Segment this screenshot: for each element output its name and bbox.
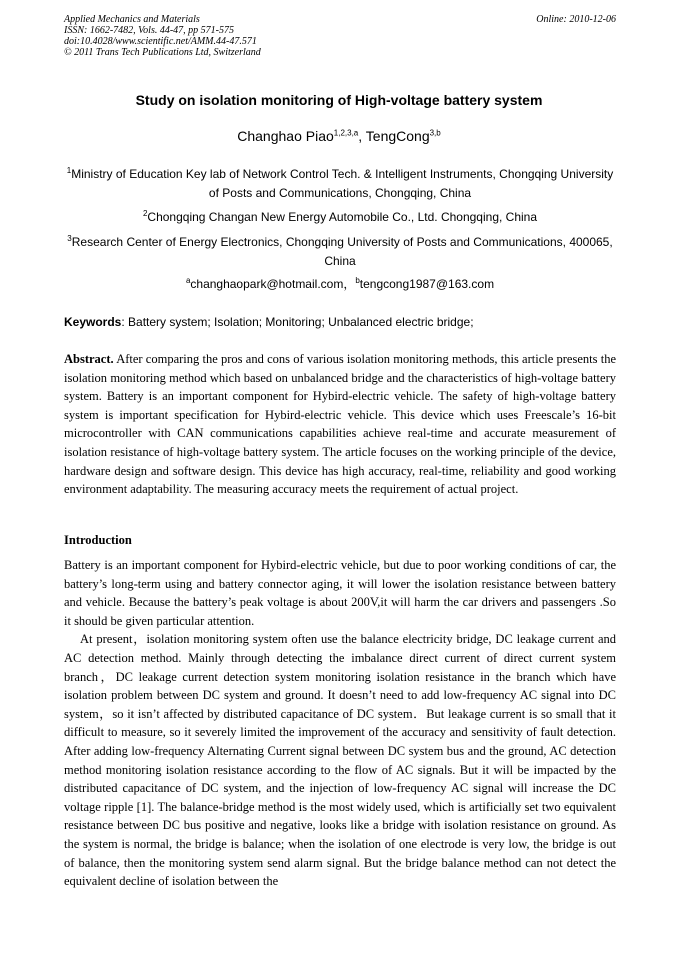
abstract-label: Abstract. [64, 352, 114, 366]
author-list [0, 128, 678, 144]
abstract [64, 350, 616, 499]
affiliation-marker: 2 [142, 209, 148, 218]
keywords [64, 315, 616, 329]
journal-header [64, 14, 616, 58]
affiliation-marker: 1 [66, 166, 72, 175]
author-name: Changhao Piao [237, 128, 334, 144]
paragraph: At present，isolation monitoring system often use the balance electricity bridge, DC leakage current and AC detection method. Mainly through detecting the imbalance direct current of direct current system branch，DC leakage current detection system monitoring isolation resistance in the branch which have isolation problem between DC system and ground. It doesn’t need to add low-frequency AC signal into DC system，so it isn’t affected by distributed capacitance of DC system．But leakage current is so small that it difficult to measure, so it severely limited the improvement of the accuracy and sensitivity of fault detection. After adding low-frequency Alternating Current signal between DC system bus and the ground, AC detection method monitoring isolation resistance according to the flow of AC signals. But it will be impacted by the distributed capacitance of DC system, and the injection of low-frequency AC signal will increase the DC voltage ripple [1]. The balance-bridge method is the most widely used, which is artificially set two equivalent resistance between DC bus positive and negative, looks like a bridge with isolation resistance on ground. As the system is normal, the bridge is balance; when the isolation of one electrode is very low, the bridge is out of balance, then the monitoring system send alarm signal. But the bridge balance method can not detect the equivalent decline of isolation between the [64, 632, 616, 889]
email-marker: a [185, 276, 191, 285]
online-date: Online: 2010-12-06 [536, 14, 616, 25]
copyright-line: © 2011 Trans Tech Publications Ltd, Switzerland [64, 47, 261, 58]
paragraph: Battery is an important component for Hybird-electric vehicle, but due to poor working conditions of car, the battery’s long-term using and battery connector aging, it will lower the isolation resistance between battery and vehicle. Because the battery’s peak voltage is about 200V,it will harm the car drivers and passengers .So it should be given particular attention. [64, 558, 616, 628]
paper-title: Study on isolation monitoring of High-voltage battery system [135, 92, 543, 108]
affiliation-text: Chongqing Changan New Energy Automobile Co., Ltd. Chongqing, China [147, 210, 538, 224]
author-name: TengCong [365, 128, 430, 144]
abstract-text: After comparing the pros and cons of various isolation monitoring methods, this article presents the isolation monitoring method which based on unbalanced bridge and the characteristics of high-voltage battery system. Battery is an important component for Hybird-electric vehicle. The safety of high-voltage battery system is important specification for Hybird-electric vehicle. This device which uses Freescale’s 16-bit microcontroller with CAN communications capabilities achieve real-time and accurate measurement of isolation resistance of high-voltage battery system. The article focuses on the working principle of the device, hardware design and software design. This device has high accuracy, real-time, reliability and good working environment adaptability. The measuring accuracy meets the requirement of actual project. [64, 352, 616, 497]
introduction-body [64, 556, 616, 891]
doi-line: doi:10.4028/www.scientific.net/AMM.44-47.571 [64, 36, 257, 47]
affiliation-text: Research Center of Energy Electronics, Chongqing University of Posts and Communications, 400065, China [71, 235, 613, 268]
author-separator: , [358, 128, 366, 144]
keywords-label: Keywords [64, 315, 122, 329]
issn-line: ISSN: 1662-7482, Vols. 44-47, pp 571-575 [64, 25, 234, 36]
affiliation-marker: 3 [67, 234, 72, 243]
affiliation-1 [64, 165, 616, 203]
author-emails [64, 275, 616, 294]
email-address: tengcong1987@163.com [359, 277, 495, 291]
email-address: changhaopark@hotmail.com， [190, 277, 356, 291]
email-marker: b [355, 276, 360, 285]
keywords-text: : Battery system; Isolation; Monitoring; Unbalanced electric bridge; [121, 315, 474, 329]
affiliation-2 [64, 208, 616, 227]
journal-name: Applied Mechanics and Materials [64, 14, 200, 25]
section-heading: Introduction [64, 533, 132, 547]
affiliation-3 [64, 233, 616, 271]
affiliation-text: Ministry of Education Key lab of Network Control Tech. & Intelligent Instruments, Chongqing University of Posts and Communications, Chongqing, China [71, 167, 614, 200]
author-affiliation-marker: 1,2,3,a [333, 128, 359, 138]
author-affiliation-marker: 3,b [429, 128, 441, 138]
